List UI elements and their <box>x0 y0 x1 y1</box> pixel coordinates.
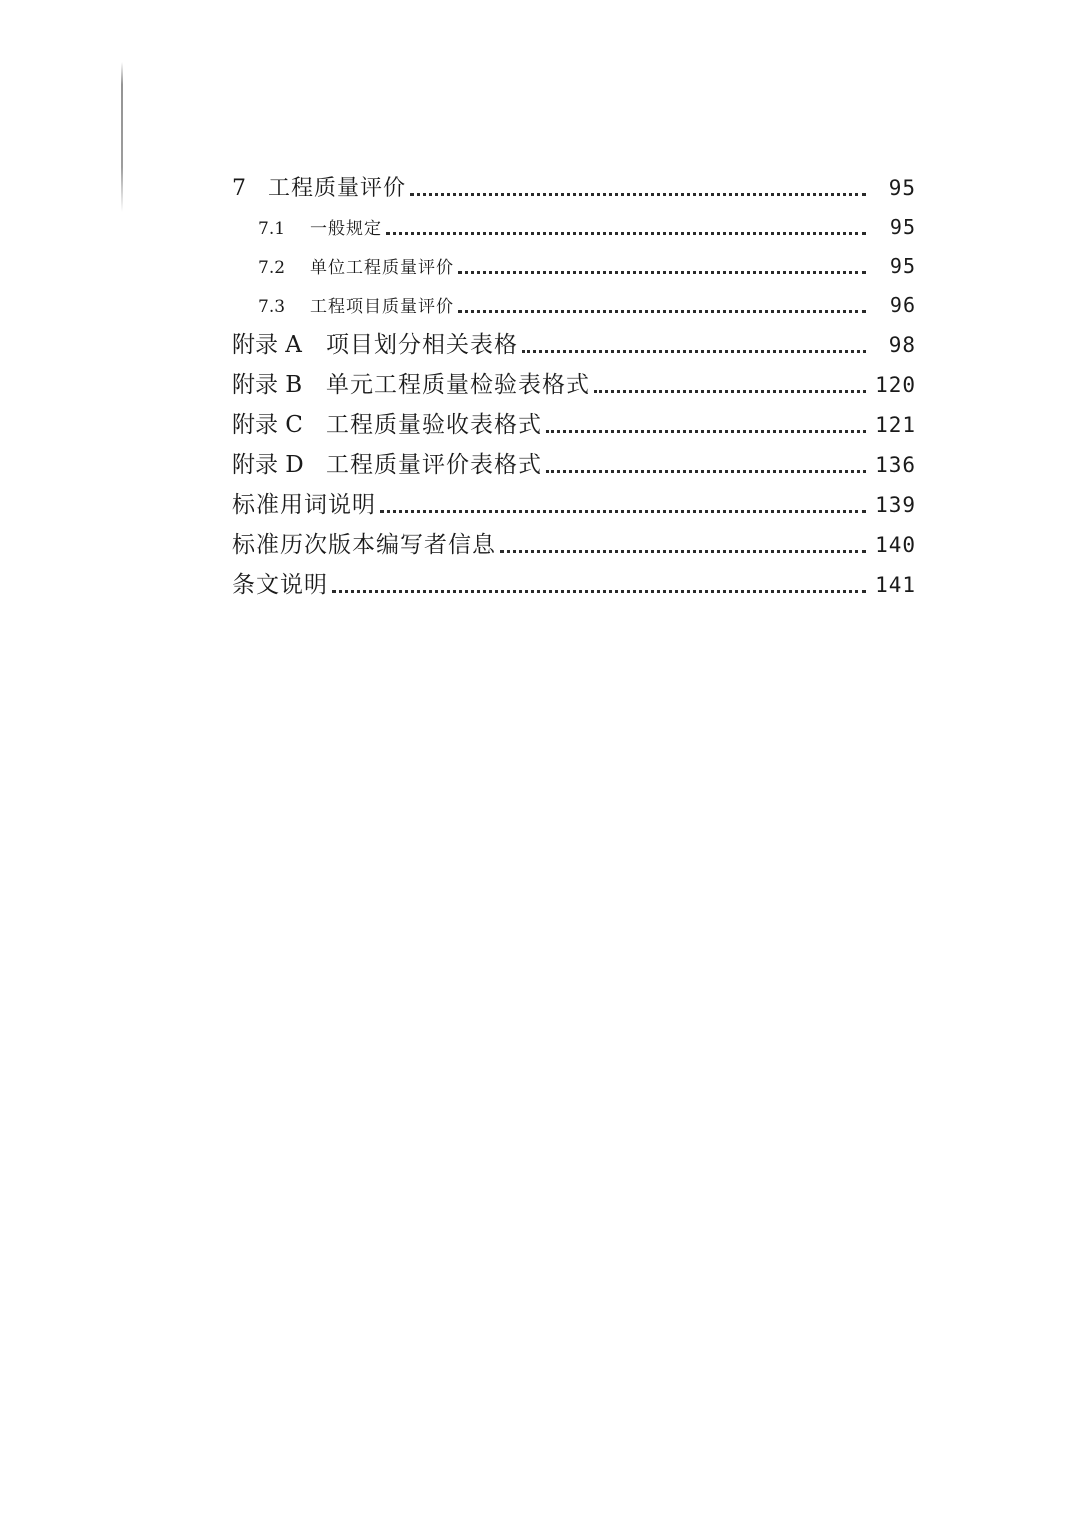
toc-entry-section-7-2[interactable] <box>232 247 916 286</box>
toc-entry-page: 121 <box>875 413 916 437</box>
toc-entry-number: 7.3 <box>258 297 286 317</box>
dot-leader <box>458 310 866 313</box>
dot-leader <box>410 193 866 196</box>
toc-entry-title: 标准用词说明 <box>232 492 376 518</box>
toc-entry-number: 附录 A <box>232 332 302 358</box>
dot-leader <box>386 232 866 235</box>
toc-entry-page: 136 <box>875 453 916 477</box>
toc-entry-title: 项目划分相关表格 <box>326 332 518 358</box>
toc-entry-appendix-b[interactable] <box>232 365 916 405</box>
toc-entry-number: 附录 C <box>232 412 303 438</box>
toc-entry-title: 单元工程质量检验表格式 <box>326 372 590 398</box>
toc-entry-section-7-1[interactable] <box>232 208 916 247</box>
toc-entry-standard-terms[interactable] <box>232 485 916 525</box>
toc-entry-page: 120 <box>875 373 916 397</box>
toc-entry-page: 95 <box>889 215 916 239</box>
toc-entry-title: 工程质量评价 <box>268 176 407 201</box>
toc-entry-page: 96 <box>889 293 916 317</box>
table-of-contents <box>232 168 916 605</box>
toc-entry-title: 工程质量验收表格式 <box>326 412 542 438</box>
toc-entry-number: 7.1 <box>258 219 286 239</box>
toc-entry-title: 条文说明 <box>232 572 328 598</box>
toc-entry-appendix-c[interactable] <box>232 405 916 445</box>
toc-entry-page: 141 <box>875 573 916 597</box>
dot-leader <box>546 470 866 473</box>
toc-entry-appendix-a[interactable] <box>232 325 916 365</box>
toc-entry-number: 7 <box>232 176 246 201</box>
toc-entry-clause-explanation[interactable] <box>232 565 916 605</box>
toc-entry-title: 单位工程质量评价 <box>310 258 454 278</box>
toc-entry-number: 7.2 <box>258 258 286 278</box>
toc-entry-title: 一般规定 <box>310 219 382 239</box>
toc-entry-number: 附录 B <box>232 372 303 398</box>
toc-entry-number: 附录 D <box>232 452 304 478</box>
toc-entry-title: 工程质量评价表格式 <box>326 452 542 478</box>
toc-entry-chapter-7[interactable] <box>232 168 916 208</box>
dot-leader <box>522 350 866 353</box>
toc-entry-authors-info[interactable] <box>232 525 916 565</box>
toc-entry-title: 工程项目质量评价 <box>310 297 454 317</box>
toc-entry-page: 95 <box>888 176 916 200</box>
scan-edge-line <box>121 62 123 212</box>
dot-leader <box>594 390 866 393</box>
dot-leader <box>546 430 866 433</box>
toc-entry-appendix-d[interactable] <box>232 445 916 485</box>
dot-leader <box>380 510 866 513</box>
dot-leader <box>332 590 866 593</box>
dot-leader <box>500 550 866 553</box>
toc-entry-page: 140 <box>875 533 916 557</box>
toc-entry-page: 95 <box>889 254 916 278</box>
toc-entry-section-7-3[interactable] <box>232 286 916 325</box>
dot-leader <box>458 271 866 274</box>
toc-entry-page: 98 <box>888 333 916 357</box>
toc-entry-title: 标准历次版本编写者信息 <box>232 532 496 558</box>
toc-entry-page: 139 <box>875 493 916 517</box>
